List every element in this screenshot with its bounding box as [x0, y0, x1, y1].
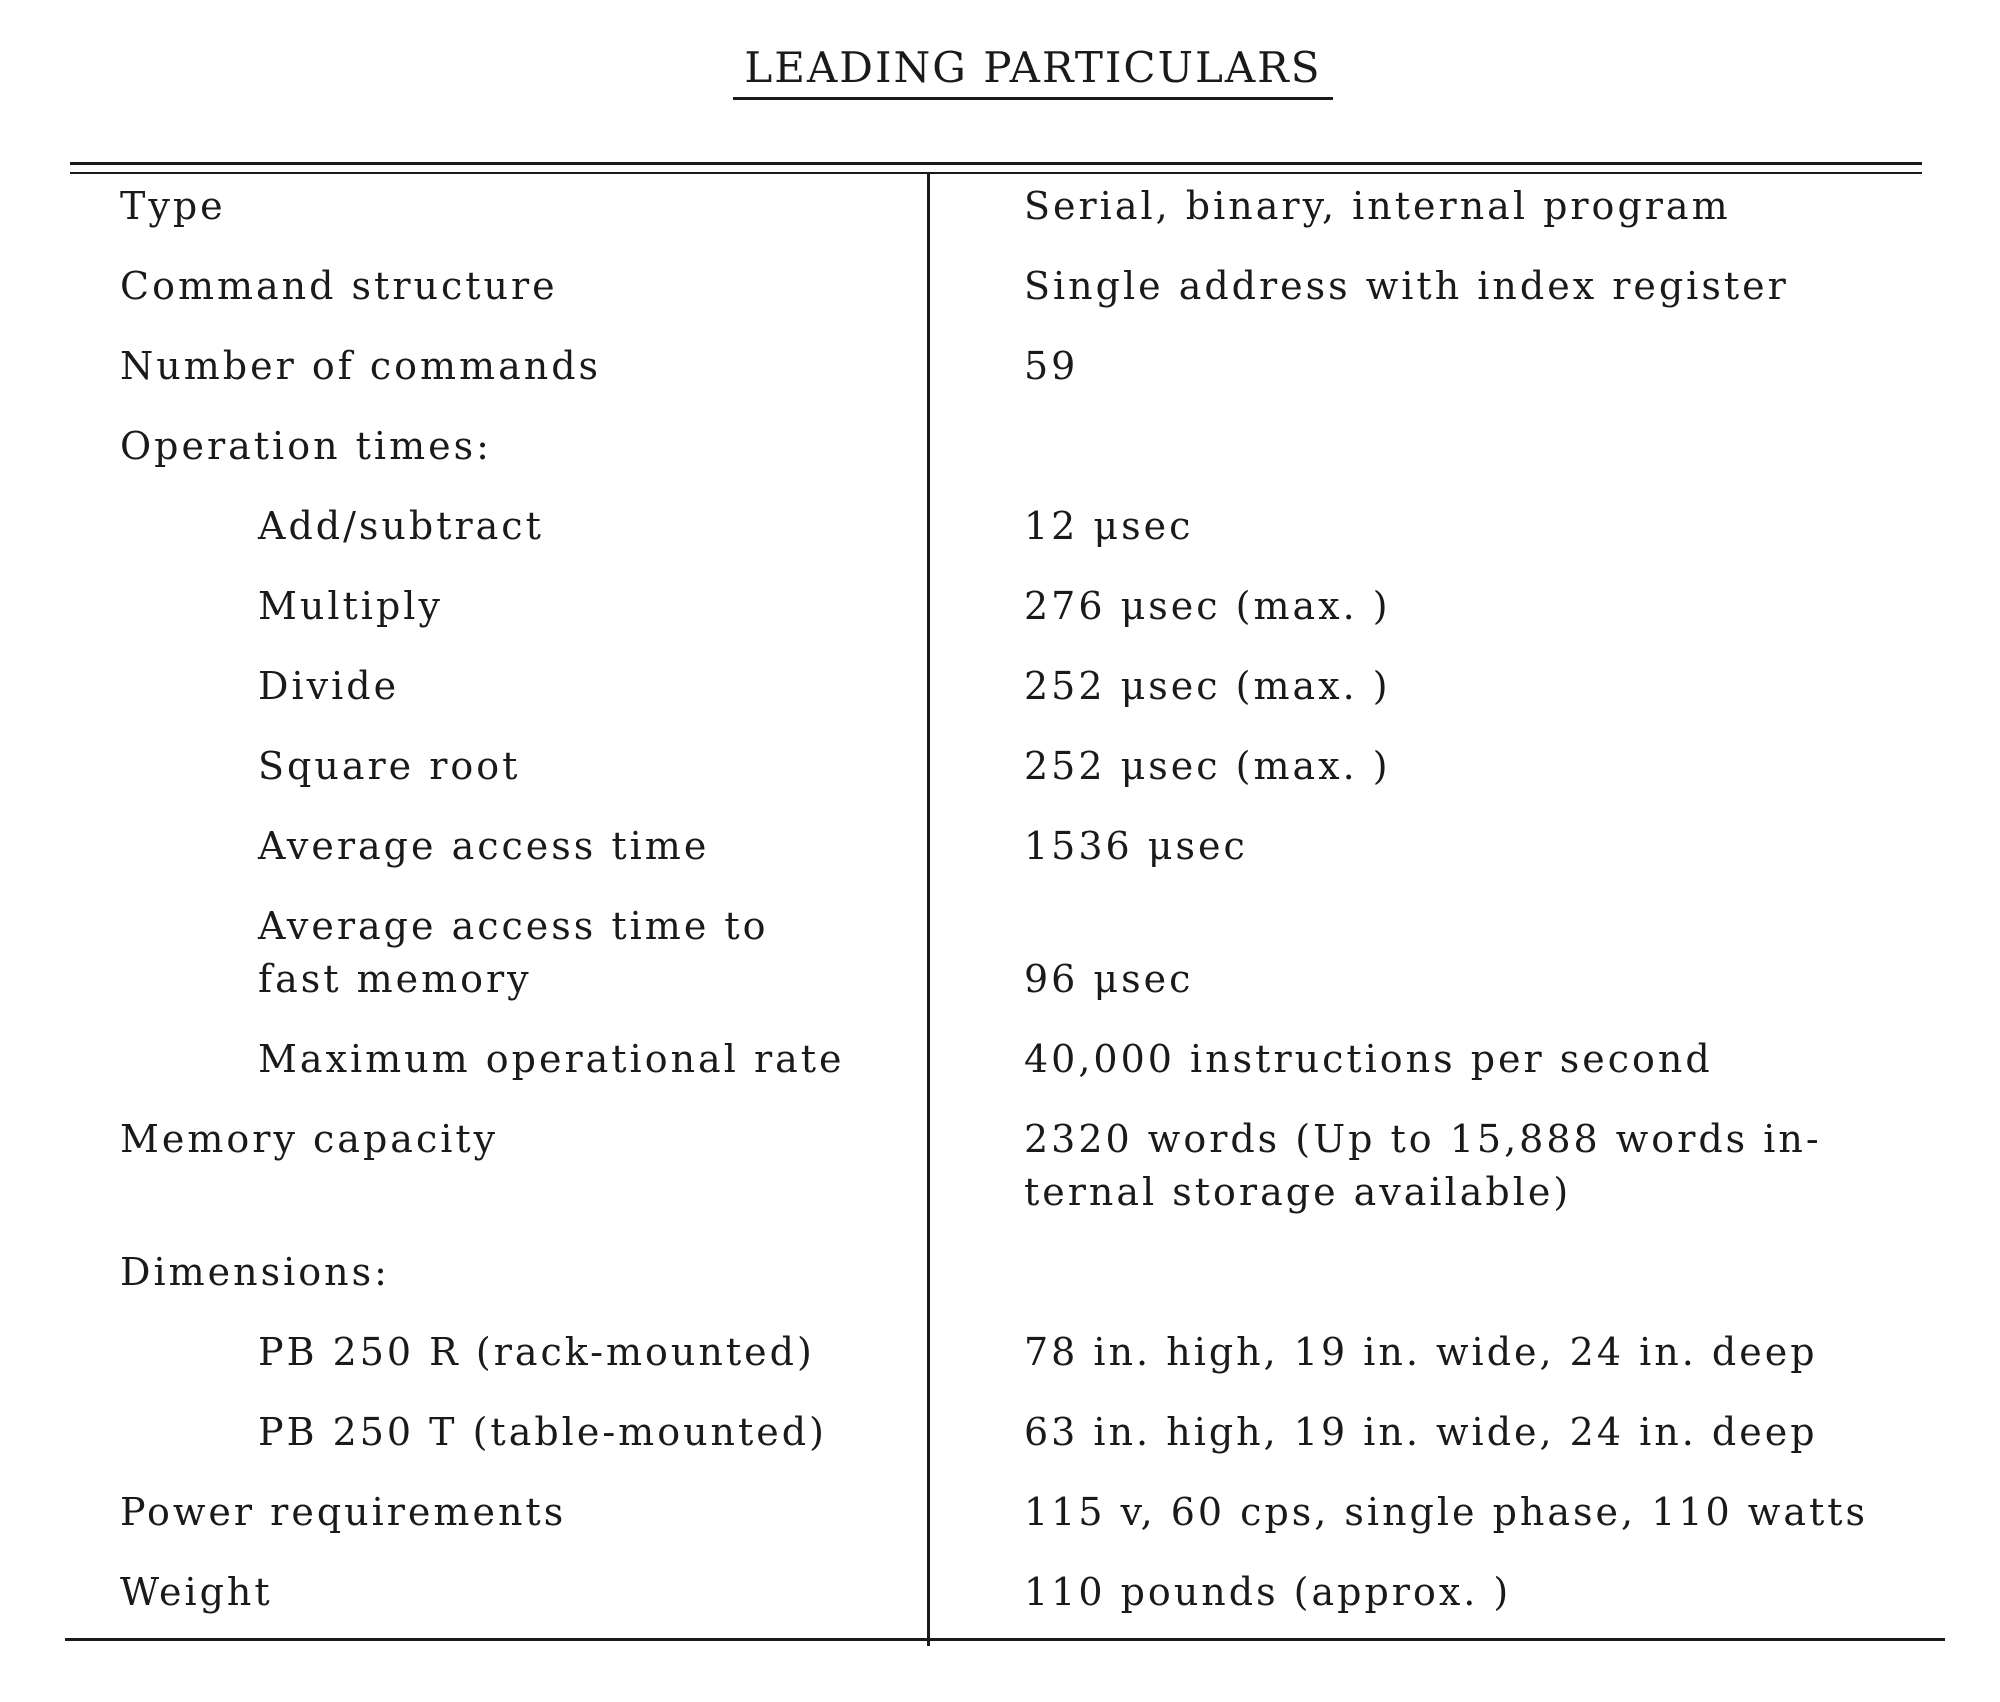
row-label-dimensions: Dimensions:: [120, 1250, 390, 1294]
row-label-add-subtract: Add/subtract: [258, 504, 544, 548]
column-divider: [927, 174, 930, 1646]
row-value-type: Serial, binary, internal program: [1024, 184, 1731, 228]
table-bottom-rule: [65, 1638, 1945, 1641]
row-value-weight: 110 pounds (approx. ): [1024, 1570, 1512, 1614]
table-top-rule-inner: [70, 172, 1922, 174]
row-label-max-operational-rate: Maximum operational rate: [258, 1037, 845, 1081]
row-value-multiply: 276 μsec (max. ): [1024, 584, 1391, 628]
row-value-average-access-time: 1536 μsec: [1024, 824, 1248, 868]
row-value-memory-capacity-line2: ternal storage available): [1024, 1170, 1572, 1214]
row-value-max-operational-rate: 40,000 instructions per second: [1024, 1037, 1713, 1081]
row-label-number-of-commands: Number of commands: [120, 344, 602, 388]
row-value-number-of-commands: 59: [1024, 344, 1079, 388]
row-label-pb250t: PB 250 T (table-mounted): [258, 1410, 827, 1454]
row-label-divide: Divide: [258, 664, 400, 708]
table-top-rule: [70, 162, 1922, 165]
row-label-memory-capacity: Memory capacity: [120, 1117, 499, 1161]
row-value-divide: 252 μsec (max. ): [1024, 664, 1391, 708]
row-label-fast-memory-line2: fast memory: [258, 957, 532, 1001]
row-value-command-structure: Single address with index register: [1024, 264, 1789, 308]
row-label-multiply: Multiply: [258, 584, 443, 628]
row-label-operation-times: Operation times:: [120, 424, 492, 468]
title-underline: [733, 97, 1333, 100]
row-label-fast-memory-line1: Average access time to: [258, 904, 769, 948]
row-value-memory-capacity-line1: 2320 words (Up to 15,888 words in-: [1024, 1117, 1822, 1161]
page-title: LEADING PARTICULARS: [744, 43, 1322, 92]
row-label-average-access-time: Average access time: [258, 824, 710, 868]
row-label-power-requirements: Power requirements: [120, 1490, 567, 1534]
row-label-type: Type: [120, 184, 226, 228]
row-value-pb250t: 63 in. high, 19 in. wide, 24 in. deep: [1024, 1410, 1818, 1454]
row-value-add-subtract: 12 μsec: [1024, 504, 1194, 548]
row-value-fast-memory: 96 μsec: [1024, 957, 1194, 1001]
row-value-power-requirements: 115 v, 60 cps, single phase, 110 watts: [1024, 1490, 1869, 1534]
row-value-square-root: 252 μsec (max. ): [1024, 744, 1391, 788]
row-value-pb250r: 78 in. high, 19 in. wide, 24 in. deep: [1024, 1330, 1818, 1374]
row-label-command-structure: Command structure: [120, 264, 558, 308]
row-label-square-root: Square root: [258, 744, 521, 788]
row-label-pb250r: PB 250 R (rack-mounted): [258, 1330, 815, 1374]
row-label-weight: Weight: [120, 1570, 273, 1614]
